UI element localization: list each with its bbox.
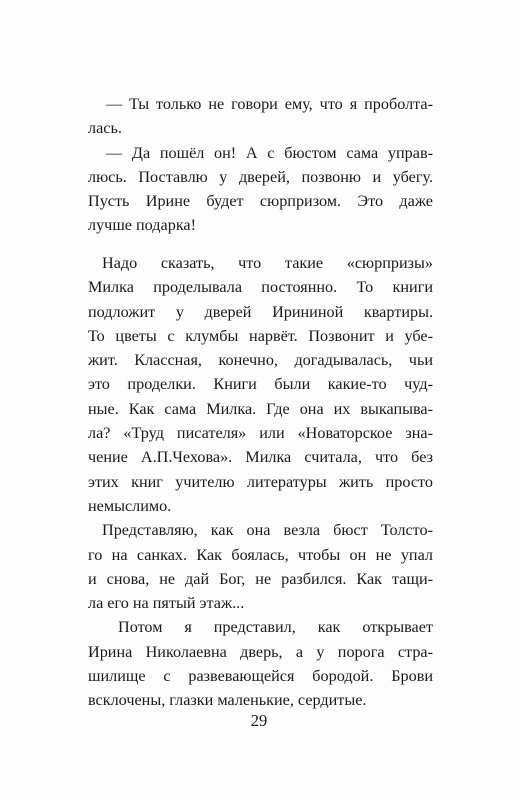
paragraph [88,615,433,712]
narrative-section [88,251,433,713]
text-line: и снова, не дай Бог, не разбился. Как тащи- [88,569,433,588]
text-line: Пусть Ирине будет сюрпризом. Это даже [88,192,433,211]
text-line: жит. Классная, конечно, догадывалась, чьи [88,351,433,370]
text-line: Милка проделывала постоянно. То книги [88,278,433,297]
text-line: это проделки. Книги были какие-то чуд- [88,375,433,394]
paragraph [88,518,433,615]
text-line: Надо сказать, что такие «сюрпризы» [102,254,433,272]
page-number: 29 [250,711,268,730]
text-line: — Да пошёл он! А с бюстом сама управ- [106,143,433,162]
text-line: чение А.П.Чехова». Милка считала, что без [88,448,433,467]
text-line: шилище с развевающейся бородой. Брови [88,667,433,686]
text-line: ла его на пятый этаж... [88,594,245,613]
text-line: Потом я представил, как открывает [118,618,433,637]
text-line: — Ты только не говори ему, что я проболта- [106,95,433,113]
text-line: ла? «Труд писателя» или «Новаторское зна- [88,424,433,443]
text-line: го на санках. Как боялась, чтобы он не упал [88,545,433,564]
text-line: Представляю, как она везла бюст Толсто- [102,521,433,540]
dialogue-section [88,92,433,238]
text-line: этих книг учителю литературы жить просто [88,472,433,491]
text-line: немыслимо. [88,496,172,515]
text-line: подложит у дверей Ирининой квартиры. [88,302,433,321]
paragraph [88,251,433,518]
text-line: лась. [88,119,122,138]
text-line: лучше подарка! [88,216,197,235]
paragraph [88,141,433,238]
text-line: Ирина Николаевна дверь, а у порога стра- [88,642,433,661]
paragraph [88,92,433,141]
text-line: То цветы с клумбы нарвёт. Позвонит и убе- [88,326,433,345]
text-line: ные. Как сама Милка. Где она их выкапыва- [88,399,433,418]
text-line: всклочены, глазки маленькие, сердитые. [88,691,367,710]
text-line: люсь. Поставлю у дверей, позвоню и убегу. [88,167,433,186]
